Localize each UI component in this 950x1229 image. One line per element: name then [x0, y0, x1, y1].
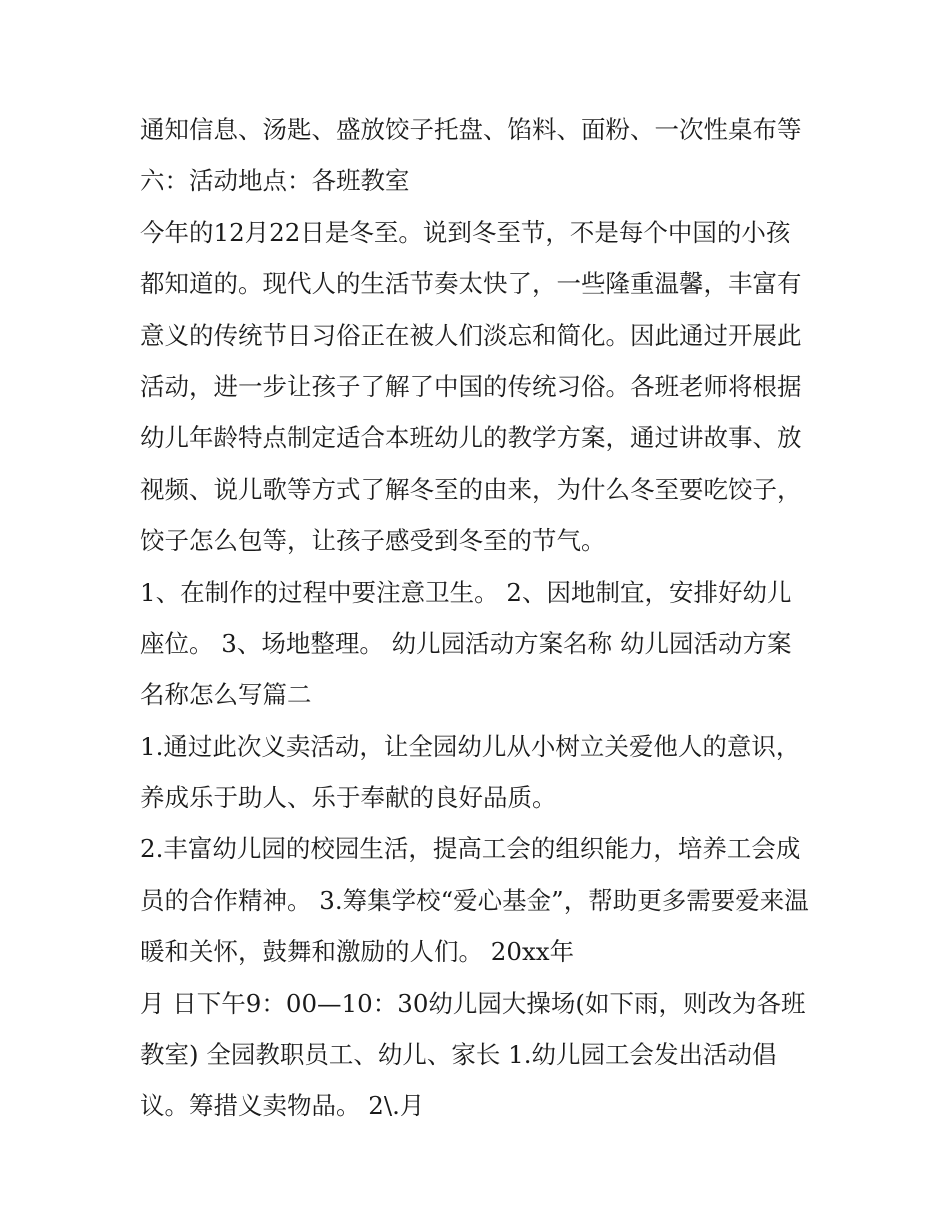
text-line: 活动，进一步让孩子了解了中国的传统习俗。各班老师将根据 [140, 371, 802, 401]
text-line: 座位。 3、场地整理。 幼儿园活动方案名称 幼儿园活动方案 [140, 628, 792, 658]
text-line: 意义的传统节日习俗正在被人们淡忘和简化。因此通过开展此 [140, 320, 802, 350]
text-line: 1.通过此次义卖活动，让全园幼儿从小树立关爱他人的意识， [140, 731, 801, 761]
text-line: 教室) 全园教职员工、幼儿、家长 1.幼儿园工会发出活动倡 [140, 1040, 777, 1070]
text-line: 幼儿年龄特点制定适合本班幼儿的教学方案，通过讲故事、放 [140, 423, 802, 453]
text-line: 饺子怎么包等，让孩子感受到冬至的节气。 [140, 526, 606, 556]
text-line: 暖和关怀，鼓舞和激励的人们。 20xx年 [140, 937, 575, 967]
text-line: 1、在制作的过程中要注意卫生。 2、因地制宜，安排好幼儿 [140, 577, 792, 607]
text-line: 通知信息、汤匙、盛放饺子托盘、馅料、面粉、一次性桌布等 [140, 115, 802, 144]
text-line: 今年的12月22日是冬至。说到冬至节，不是每个中国的小孩 [140, 217, 791, 247]
text-line: 名称怎么写篇二 [140, 680, 312, 710]
text-line: 月 日下午9：00—10：30幼儿园大操场(如下雨，则改为各班 [140, 988, 806, 1018]
text-line: 2.丰富幼儿园的校园生活，提高工会的组织能力，培养工会成 [140, 834, 801, 864]
text-line: 养成乐于助人、乐于奉献的良好品质。 [140, 783, 557, 813]
text-line: 议。筹措义卖物品。 2\.月 [140, 1091, 425, 1121]
text-line: 六：活动地点：各班教室 [140, 166, 410, 196]
text-line: 视频、说儿歌等方式了解冬至的由来，为什么冬至要吃饺子， [140, 474, 802, 504]
document-body [140, 104, 830, 1132]
text-line: 都知道的。现代人的生活节奏太快了，一些隆重温馨，丰富有 [140, 269, 802, 299]
text-line: 员的合作精神。 3.筹集学校“爱心基金”，帮助更多需要爱来温 [140, 885, 809, 915]
